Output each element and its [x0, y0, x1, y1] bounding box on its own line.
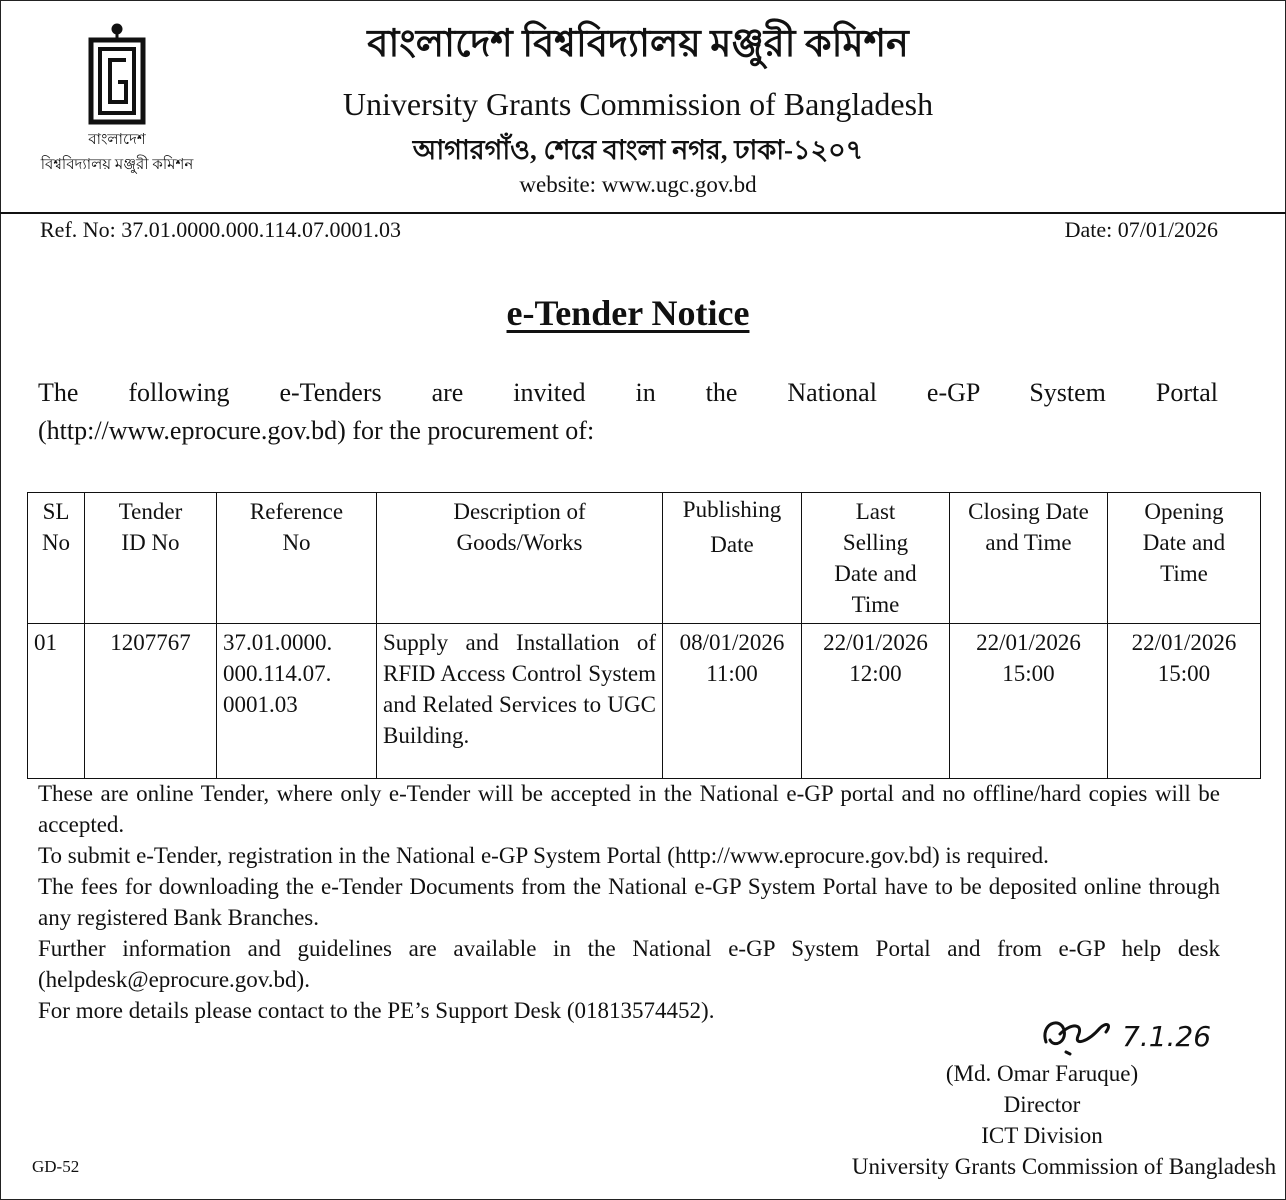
org-name-english: University Grants Commission of Bangladesh: [342, 86, 934, 122]
header-divider: [0, 212, 1286, 214]
header-publishing-date: Publishing Date: [663, 493, 802, 624]
logo-caption-org: বিশ্ববিদ্যালয় মঞ্জুরী কমিশন: [40, 157, 194, 173]
cell-last-selling: 22/01/2026 12:00: [802, 624, 950, 779]
signatory-block: [800, 1058, 1284, 1182]
notice-title: e-Tender Notice: [506, 293, 750, 333]
ugc-logo-icon: [88, 22, 146, 126]
cell-description: Supply and Installation of RFID Access Control System and Related Services to UGC Building.: [377, 624, 663, 779]
note-registration: To submit e-Tender, registration in the National e-GP System Portal (http://www.eprocure.gov.bd) is required.: [38, 843, 1049, 868]
table-row: [28, 624, 1261, 779]
signatory-organization: University Grants Commission of Bangladesh: [851, 1154, 1277, 1179]
cell-tender-id: 1207767: [85, 624, 217, 779]
header-reference-no: Reference No: [217, 493, 377, 624]
header-opening: Opening Date and Time: [1108, 493, 1261, 624]
header-last-selling: Last Selling Date and Time: [802, 493, 950, 624]
org-address: আগারগাঁও, শেরে বাংলা নগর, ঢাকা-১২০৭: [412, 135, 864, 165]
header-closing: Closing Date and Time: [950, 493, 1108, 624]
header-description: Description of Goods/Works: [377, 493, 663, 624]
signatory-name: (Md. Omar Faruque): [945, 1061, 1139, 1086]
logo-caption-country: বাংলাদেশ: [88, 132, 146, 148]
table-header-row: [28, 493, 1261, 624]
note-online-only: These are online Tender, where only e-Tender will be accepted in the National e-GP portal and no offline/hard copies will be accepted.: [38, 781, 1220, 837]
cell-publishing: 08/01/2026 11:00: [663, 624, 802, 779]
header-tender-id: Tender ID No: [85, 493, 217, 624]
org-name-bangla: বাংলাদেশ বিশ্ববিদ্যালয় মঞ্জুরী কমিশন: [367, 23, 909, 65]
cell-opening: 22/01/2026 15:00: [1108, 624, 1261, 779]
note-helpdesk: Further information and guidelines are available in the National e-GP System Portal and from e-GP help desk (helpdesk@eprocure.gov.bd).: [38, 936, 1220, 992]
signature-date: 7.1.26: [1122, 1020, 1212, 1053]
reference-number: Ref. No: 37.01.0000.000.114.07.0001.03: [40, 217, 401, 242]
cell-sl-no: 01: [28, 624, 85, 779]
cell-reference-no: 37.01.0000. 000.114.07. 0001.03: [217, 624, 377, 779]
org-website: website: www.ugc.gov.bd: [519, 172, 757, 197]
signatory-designation: Director: [1003, 1092, 1081, 1117]
header-sl-no: SL No: [28, 493, 85, 624]
intro-line-1: The following e-Tenders are invited in the National e-GP System Portal: [38, 378, 1218, 407]
tender-notes: [38, 778, 1220, 1026]
intro-line-2: (http://www.eprocure.gov.bd) for the procurement of:: [38, 416, 595, 445]
note-support-desk: For more details please contact to the PE’s Support Desk (01813574452).: [38, 998, 715, 1023]
signatory-division: ICT Division: [981, 1123, 1103, 1148]
form-code: GD-52: [32, 1157, 80, 1176]
cell-closing: 22/01/2026 15:00: [950, 624, 1108, 779]
note-fees: The fees for downloading the e-Tender Documents from the National e-GP System Portal have to be deposited online through any registered Bank Branches.: [38, 874, 1220, 930]
tender-table: [27, 492, 1261, 779]
notice-date: Date: 07/01/2026: [1064, 217, 1218, 242]
